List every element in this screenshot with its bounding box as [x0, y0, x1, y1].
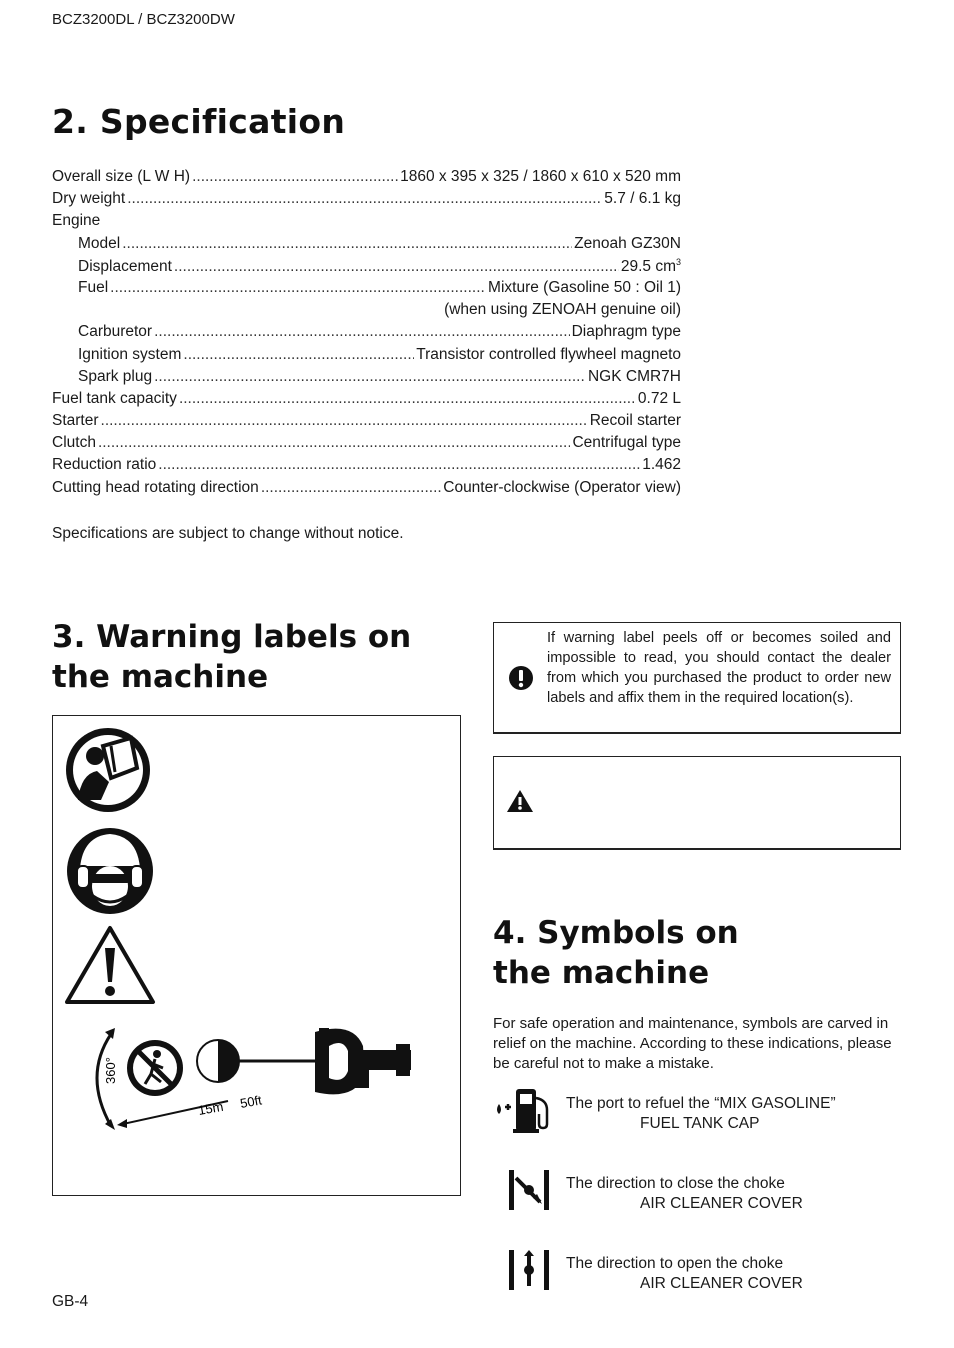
spec-value-text: 1.462	[642, 456, 681, 474]
page-number: GB-4	[52, 1293, 89, 1310]
warning-box	[493, 756, 901, 850]
symbol-choke-open-line2: AIR CLEANER COVER	[640, 1275, 803, 1292]
spec-value	[400, 168, 681, 186]
symbol-choke-open-line1: The direction to open the choke	[566, 1255, 784, 1272]
angle-label: 360°	[103, 1057, 118, 1084]
section-2-title: 2. Specification	[52, 102, 346, 141]
symbol-choke-open-text	[566, 1254, 803, 1294]
spec-leader-dots	[179, 390, 636, 408]
symbol-fuel-line1: The port to refuel the “MIX GASOLINE”	[566, 1095, 836, 1112]
spec-row	[52, 346, 681, 368]
spec-table	[52, 168, 681, 501]
feet-label: 50ft	[238, 1092, 263, 1111]
spec-value	[444, 301, 681, 319]
spec-leader-dots	[183, 346, 414, 364]
spec-leader-dots	[192, 168, 398, 186]
spec-label: Carburetor	[78, 323, 153, 341]
warning-labels-illustration	[53, 716, 460, 1195]
spec-label: Engine	[52, 212, 101, 230]
symbol-choke-close-line1: The direction to close the choke	[566, 1175, 785, 1192]
spec-value	[443, 479, 681, 497]
note-box	[493, 622, 901, 734]
spec-label: Displacement	[78, 257, 172, 275]
spec-value	[572, 323, 681, 341]
spec-row	[52, 434, 681, 456]
note-text: If warning label peels off or becomes soiled and impossible to read, you should contact the dealer from which you purchased the product to order new labels and affix them in the required location(s).	[547, 630, 891, 706]
spec-leader-dots	[154, 323, 569, 341]
choke-open-icon	[507, 1248, 551, 1292]
section-4-title	[493, 913, 913, 993]
spec-leader-dots	[154, 368, 586, 386]
section-3-title-line1: 3. Warning labels on	[52, 619, 412, 655]
spec-label: Fuel	[78, 278, 109, 296]
spec-value	[588, 368, 681, 386]
spec-row	[52, 323, 681, 345]
symbols-intro: For safe operation and maintenance, symbols are carved in relief on the machine. According to these indications, please be careful not to make a mistake.	[493, 1015, 892, 1072]
spec-value	[642, 456, 681, 474]
fuel-pump-icon	[493, 1086, 555, 1134]
spec-label: Clutch	[52, 434, 96, 452]
section-3-title-line2: the machine	[52, 659, 269, 695]
symbol-fuel-line2: FUEL TANK CAP	[640, 1115, 760, 1132]
spec-label: Overall size (L W H)	[52, 168, 191, 185]
spec-row	[52, 390, 681, 412]
choke-close-icon	[507, 1168, 551, 1212]
spec-leader-dots	[261, 479, 441, 497]
warning-labels-box	[52, 715, 461, 1196]
spec-value-superscript: 3	[675, 256, 681, 267]
spec-value	[638, 390, 681, 408]
spec-leader-dots	[127, 190, 602, 208]
symbol-fuel-text	[566, 1094, 836, 1134]
spec-value-text: Mixture (Gasoline 50 : Oil 1)	[488, 278, 681, 296]
spec-value-text: 5.7 / 6.1 kg	[604, 190, 681, 208]
warning-triangle-icon	[506, 789, 534, 813]
meters-label: 15m	[196, 1098, 225, 1118]
symbol-choke-close-text	[566, 1174, 803, 1214]
spec-label: Reduction ratio	[52, 456, 157, 474]
spec-row	[52, 479, 681, 501]
read-manual-icon	[66, 728, 150, 812]
spec-value-text: Transistor controlled flywheel magneto	[416, 345, 681, 363]
warning-triangle-icon	[67, 928, 153, 1002]
spec-value-text: Counter-clockwise (Operator view)	[443, 478, 681, 496]
section-4-title-line1: 4. Symbols on	[493, 915, 739, 951]
spec-notice: Specifications are subject to change without notice.	[52, 525, 404, 542]
spec-value	[488, 279, 681, 297]
spec-label: Cutting head rotating direction	[52, 478, 259, 496]
spec-label: Ignition system	[78, 345, 182, 363]
spec-leader-dots	[174, 258, 619, 276]
spec-label: Dry weight	[52, 190, 126, 208]
spec-value	[416, 346, 681, 364]
spec-row	[52, 257, 681, 279]
spec-label: Spark plug	[78, 367, 153, 385]
spec-value	[604, 190, 681, 208]
spec-row	[52, 368, 681, 390]
spec-value-text: 29.5 cm	[620, 257, 676, 275]
spec-value-text: Centrifugal type	[572, 434, 681, 452]
symbol-choke-close-line2: AIR CLEANER COVER	[640, 1195, 803, 1212]
spec-leader-dots	[158, 456, 640, 474]
spec-value	[590, 412, 681, 430]
section-3-title	[52, 617, 472, 697]
spec-value	[574, 235, 681, 253]
spec-value-text: Recoil starter	[589, 412, 681, 430]
section-4-title-line2: the machine	[493, 955, 710, 991]
spec-row	[52, 456, 681, 478]
spec-row	[52, 412, 681, 434]
spec-value	[572, 434, 681, 452]
spec-label: Model	[78, 234, 121, 252]
spec-row	[52, 212, 681, 234]
spec-leader-dots	[122, 235, 572, 253]
spec-row	[52, 190, 681, 212]
spec-label: Fuel tank capacity	[52, 389, 177, 407]
spec-leader-dots	[110, 279, 486, 297]
spec-row	[52, 168, 681, 190]
spec-value-text: Zenoah GZ30N	[574, 234, 681, 252]
model-header: BCZ3200DL / BCZ3200DW	[52, 11, 235, 28]
spec-leader-dots	[101, 412, 588, 430]
spec-value-text: 1860 x 395 x 325 / 1860 x 610 x 520 mm	[400, 168, 681, 185]
spec-value	[621, 257, 681, 276]
spec-value-text: Diaphragm type	[571, 323, 681, 341]
safety-distance-icon	[97, 1028, 411, 1130]
spec-leader-dots	[98, 434, 571, 452]
spec-value-text: (when using ZENOAH genuine oil)	[444, 301, 681, 319]
spec-row	[52, 279, 681, 301]
spec-row	[52, 301, 681, 323]
spec-value-text: NGK CMR7H	[587, 367, 681, 385]
spec-row	[52, 235, 681, 257]
spec-label: Starter	[52, 412, 99, 430]
exclamation-icon	[508, 665, 534, 691]
wear-protection-icon	[67, 828, 153, 914]
spec-value-text: 0.72 L	[637, 389, 681, 407]
